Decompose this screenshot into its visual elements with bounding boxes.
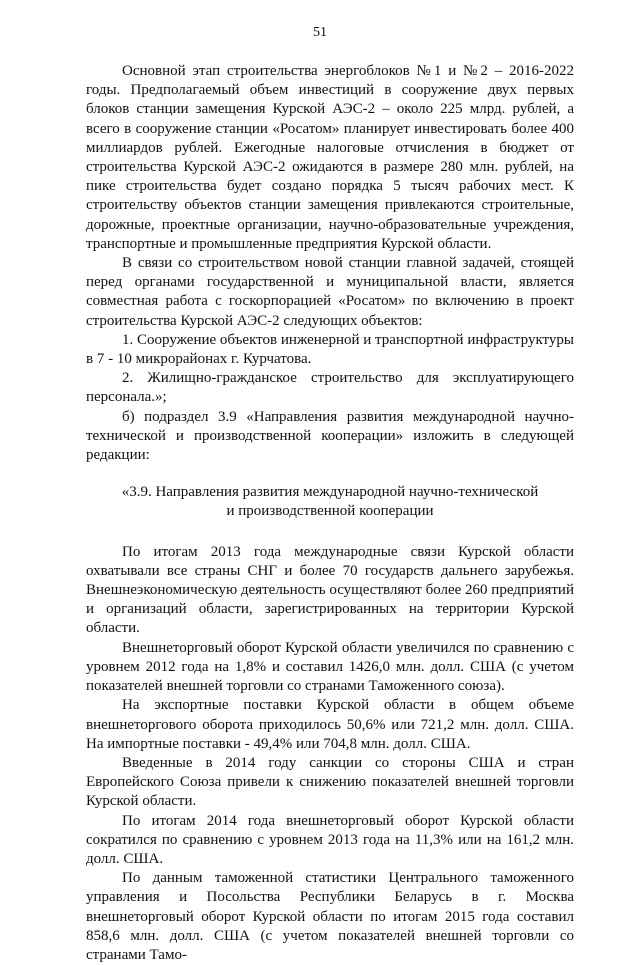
section-heading-line: и производственной кооперации	[226, 503, 434, 520]
section-heading-line: «3.9. Направления развития международной научно-технической	[121, 484, 539, 501]
document-body	[86, 62, 574, 965]
paragraph: 2. Жилищно-гражданское строительство для эксплуатирующего персонала.»;	[86, 370, 574, 406]
paragraph: Введенные в 2014 году санкции со стороны США и стран Европейского Союза привели к снижению показателей внешней торговли Курской области.	[86, 754, 574, 810]
paragraph: По итогам 2014 года внешнеторговый оборот Курской области сократился по сравнению с уровнем 2013 года на 11,3% или на 161,2 млн. долл. США.	[86, 812, 574, 867]
paragraph: По итогам 2013 года международные связи Курской области охватывали все страны СНГ и более 70 государств дальнего зарубежья. Внешнеэкономическую деятельность осуществляют более 260 предприятий и организаций области, зарегистрированных на территории Курской области.	[86, 543, 574, 637]
paragraph: В связи со строительством новой станции главной задачей, стоящей перед органами государственной и муниципальной власти, является совместная работа с госкорпорацией «Росатом» по включению в проект строительства Курской АЭС-2 следующих объектов:	[86, 255, 574, 329]
paragraph: б) подраздел 3.9 «Направления развития международной научно-технической и производственной кооперации» изложить в следующей редакции:	[86, 408, 574, 464]
page-number: 51	[313, 25, 327, 40]
paragraph: Основной этап строительства энергоблоков №1 и №2 – 2016-2022 годы. Предполагаемый объем инвестиций в сооружение двух первых блоков станции замещения Курской АЭС-2 – около 225 млрд. рублей, а всего в сооружение станции «Росатом» планирует инвестировать более 400 миллиардов рублей. Ежегодные налоговые отчисления в бюджет от строительства Курской АЭС-2 ожидаются в размере 280 млн. рублей, на пике строительства будет создано порядка 5 тысяч рабочих мест. К строительству объектов станции замещения привлекаются строительные, дорожные, проектные организации, научно-образовательные учреждения, транспортные и промышленные предприятия Курской области.	[86, 63, 574, 252]
paragraph: По данным таможенной статистики Центрального таможенного управления и Посольства Республики Беларусь в г. Москва внешнеторговый оборот Курской области по итогам 2015 года составил 858,6 млн. долл. США (с учетом показателей внешней торговли со странами Тамо-	[86, 870, 574, 963]
paragraph: 1. Сооружение объектов инженерной и транспортной инфраструктуры в 7 - 10 микрорайонах г. Курчатова.	[86, 331, 574, 368]
paragraph: На экспортные поставки Курской области в общем объеме внешнеторгового оборота приходилось 50,6% или 721,2 млн. долл. США. На импортные поставки - 49,4% или 704,8 млн. долл. США.	[86, 697, 574, 752]
section-heading	[86, 483, 574, 521]
paragraph: Внешнеторговый оборот Курской области увеличился по сравнению с уровнем 2012 года на 1,8% и составил 1426,0 млн. долл. США (с учетом показателей внешней торговли со странами Таможенного союза).	[86, 639, 574, 695]
